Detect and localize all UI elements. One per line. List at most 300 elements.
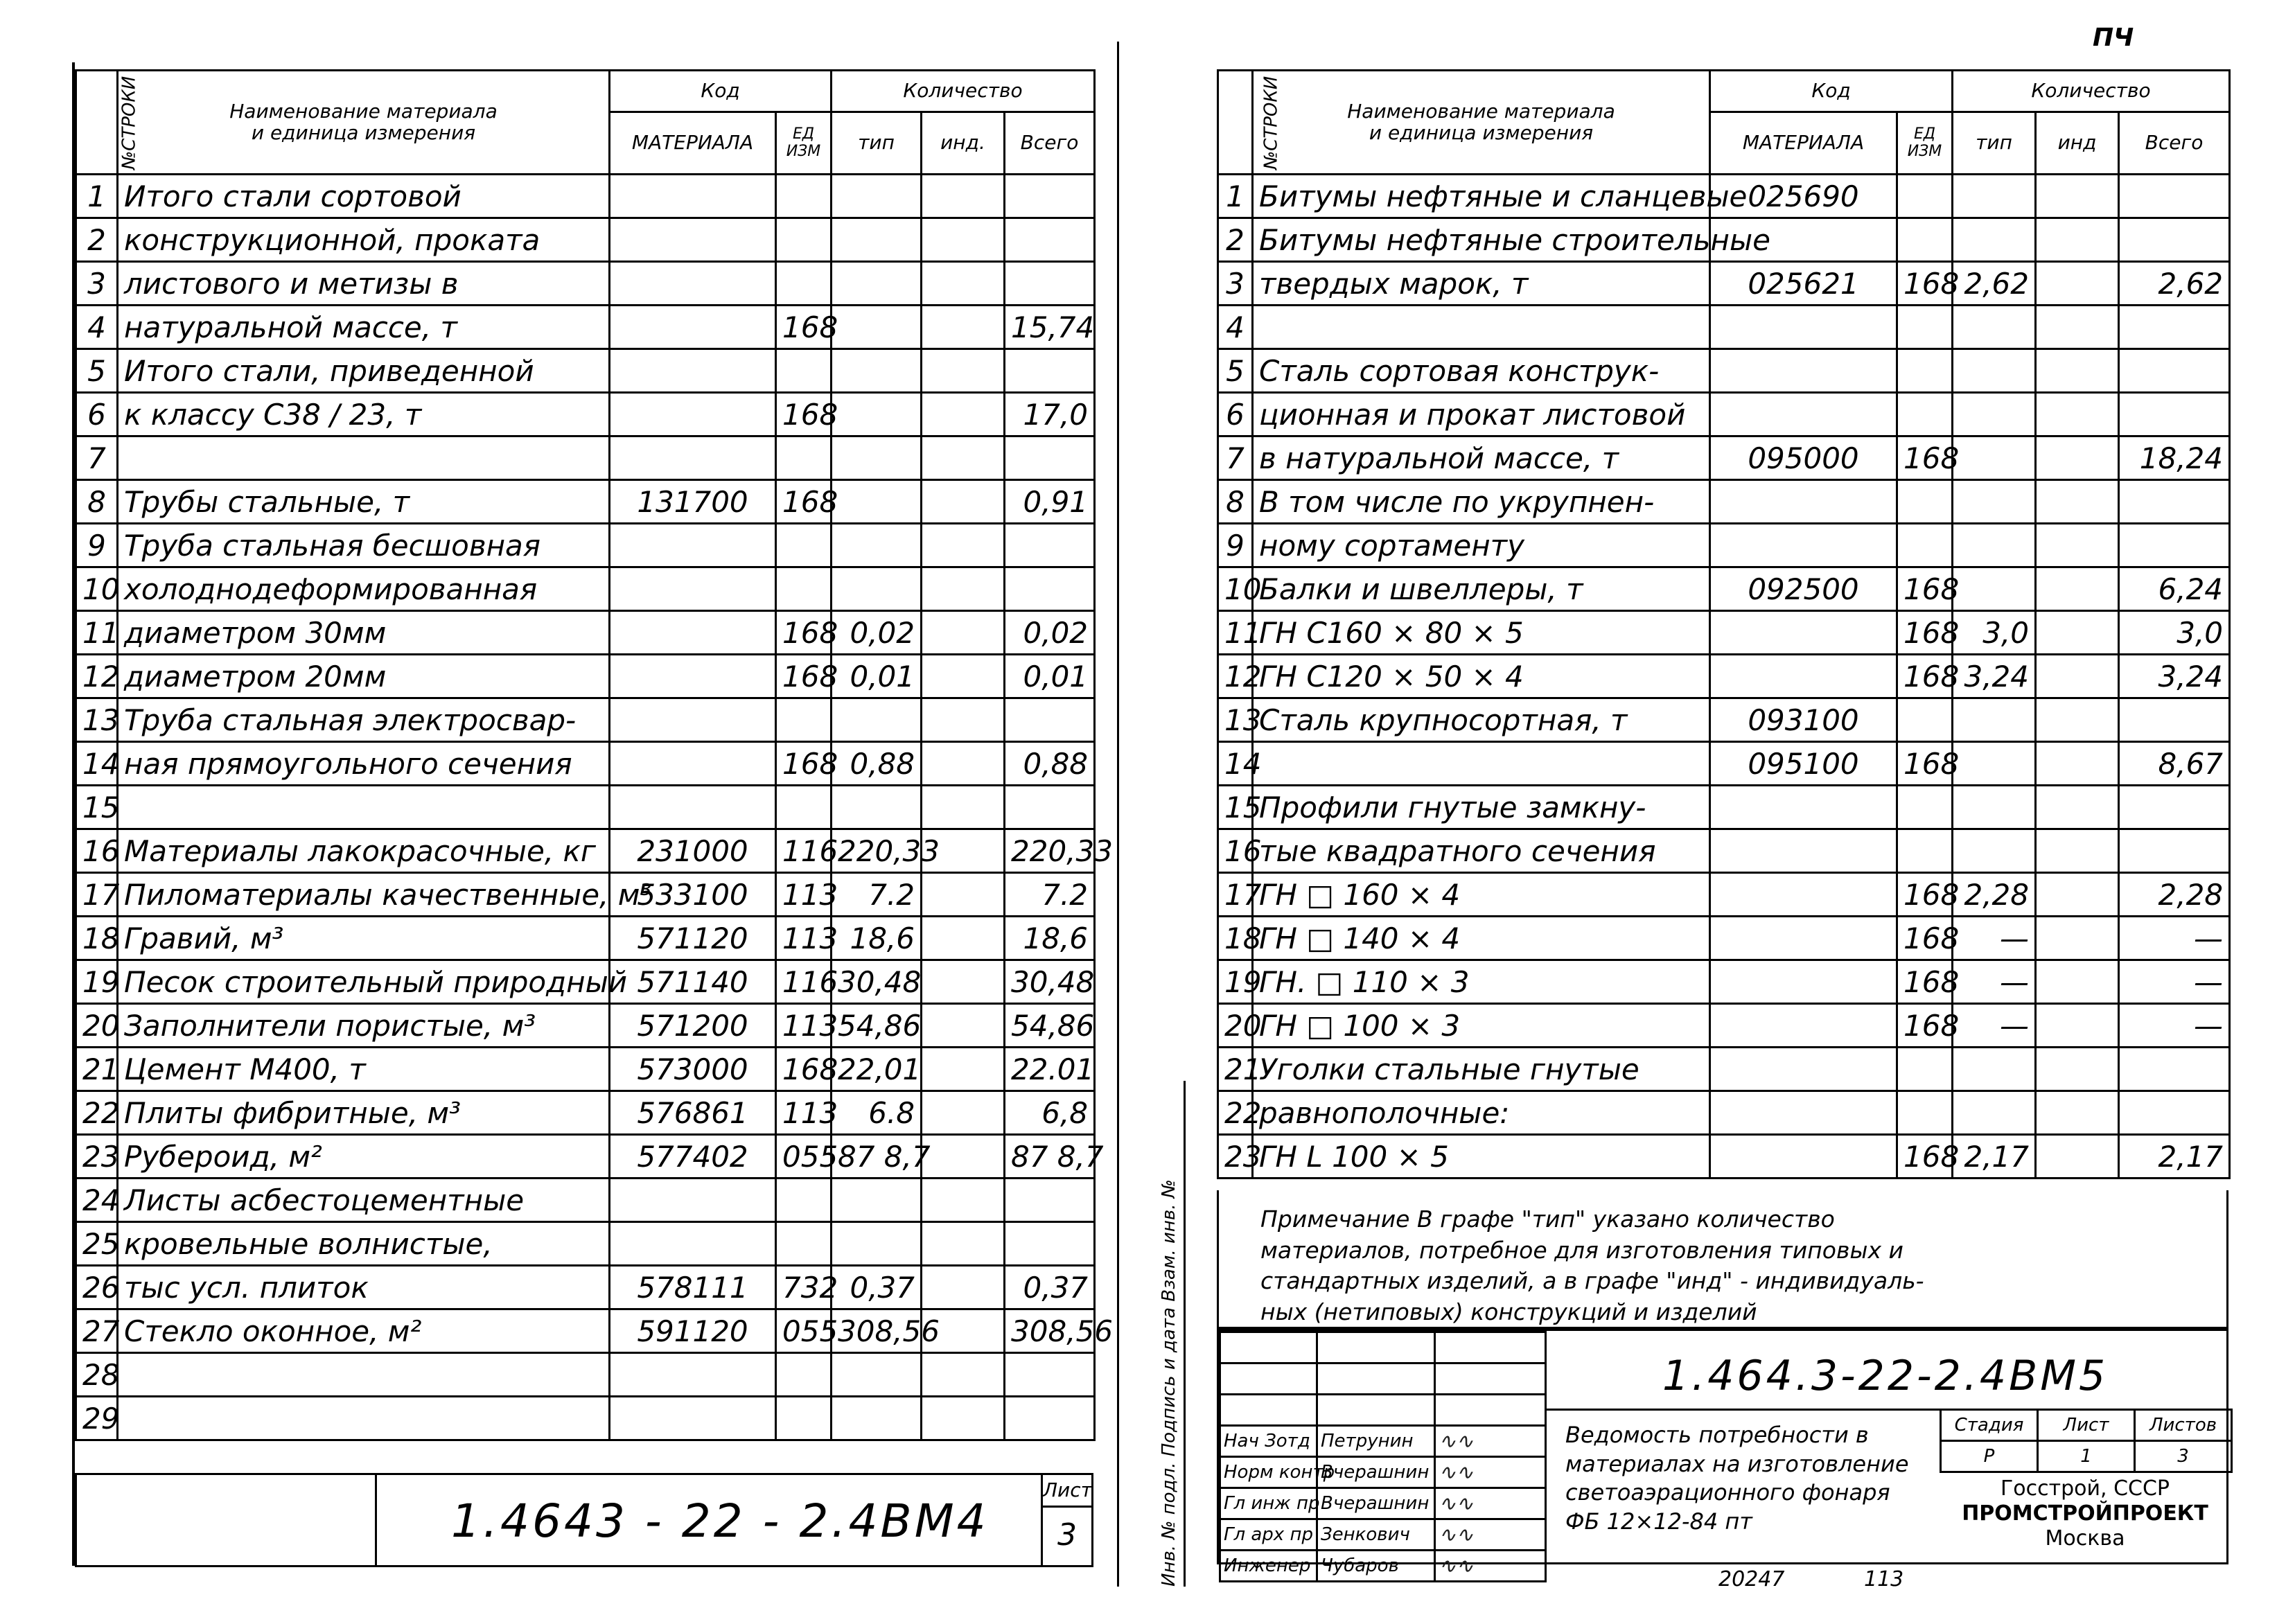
- table-row: [1218, 960, 2230, 1004]
- signer-role: Инженер: [1220, 1551, 1317, 1582]
- row-number: 22: [76, 1091, 118, 1135]
- unit-code: 168: [1897, 742, 1953, 786]
- material-code: [610, 786, 776, 829]
- material-name: ГН □ 100 × 3: [1253, 1004, 1710, 1048]
- table-row: [76, 349, 1095, 393]
- material-code: 025621: [1710, 262, 1897, 306]
- unit-code: 168: [776, 480, 832, 524]
- qty-ind: [2036, 873, 2119, 917]
- material-code: [1710, 655, 1897, 698]
- qty-type: [1953, 480, 2036, 524]
- right-header-code-unit: ЕД ИЗМ: [1897, 112, 1953, 175]
- qty-type: [832, 1397, 922, 1440]
- qty-type: [1953, 524, 2036, 567]
- qty-ind: [922, 960, 1005, 1004]
- qty-total: [2119, 393, 2230, 436]
- bottom-number-left: 20247: [1718, 1567, 1785, 1591]
- qty-type: [832, 1353, 922, 1397]
- qty-type: 308,56: [832, 1309, 922, 1353]
- unit-code: [1897, 786, 1953, 829]
- unit-code: 168: [776, 655, 832, 698]
- right-table-body: [1218, 175, 2230, 1179]
- table-row: [1218, 786, 2230, 829]
- left-doc-code: 1.4643 - 22 - 2.4ВМ4: [451, 1494, 989, 1548]
- material-name: Трубы стальные, т: [118, 480, 610, 524]
- qty-ind: [922, 1266, 1005, 1309]
- qty-total: [1005, 698, 1095, 742]
- material-name: тыс усл. плиток: [118, 1266, 610, 1309]
- material-name: натуральной массе, т: [118, 306, 610, 349]
- table-row: [76, 742, 1095, 786]
- signer-name: Вчерашнин: [1317, 1457, 1435, 1488]
- material-name: Итого стали, приведенной: [118, 349, 610, 393]
- unit-code: [1897, 698, 1953, 742]
- qty-total: [1005, 436, 1095, 480]
- header-qty-type: тип: [832, 112, 922, 175]
- signer-role: Норм контр: [1220, 1457, 1317, 1488]
- qty-ind: [2036, 393, 2119, 436]
- material-name: Труба стальная бесшовная: [118, 524, 610, 567]
- table-row: [1218, 611, 2230, 655]
- unit-code: [776, 524, 832, 567]
- qty-total: 15,74: [1005, 306, 1095, 349]
- material-name: в натуральной массе, т: [1253, 436, 1710, 480]
- material-code: [610, 742, 776, 786]
- row-number: 11: [76, 611, 118, 655]
- material-code: [610, 349, 776, 393]
- qty-ind: [922, 306, 1005, 349]
- qty-ind: [2036, 524, 2119, 567]
- table-row: [1218, 218, 2230, 262]
- qty-type: [1953, 742, 2036, 786]
- qty-total: 8,67: [2119, 742, 2230, 786]
- unit-code: [776, 1397, 832, 1440]
- row-number: 6: [76, 393, 118, 436]
- table-row: [1218, 349, 2230, 393]
- qty-type: 2,17: [1953, 1135, 2036, 1179]
- material-code: [610, 1353, 776, 1397]
- material-name: твердых марок, т: [1253, 262, 1710, 306]
- material-name: тые квадратного сечения: [1253, 829, 1710, 873]
- qty-ind: [2036, 1091, 2119, 1135]
- qty-type: [832, 306, 922, 349]
- qty-type: 0,01: [832, 655, 922, 698]
- qty-type: [832, 175, 922, 218]
- unit-code: 113: [776, 917, 832, 960]
- qty-type: [832, 262, 922, 306]
- qty-type: 220,33: [832, 829, 922, 873]
- qty-ind: [2036, 306, 2119, 349]
- qty-type: [1953, 218, 2036, 262]
- signature-scribble-icon: ∿∿: [1439, 1522, 1474, 1547]
- material-code: [610, 524, 776, 567]
- unit-code: 168: [1897, 262, 1953, 306]
- table-row: [1218, 742, 2230, 786]
- material-code: [610, 655, 776, 698]
- material-code: 231000: [610, 829, 776, 873]
- row-number: 5: [1218, 349, 1253, 393]
- qty-total: —: [2119, 960, 2230, 1004]
- unit-code: 113: [776, 1004, 832, 1048]
- qty-total: 2,17: [2119, 1135, 2230, 1179]
- header-qty-ind: инд.: [922, 112, 1005, 175]
- qty-type: [832, 480, 922, 524]
- row-number: 1: [1218, 175, 1253, 218]
- table-row: [1218, 917, 2230, 960]
- table-row: [76, 873, 1095, 917]
- bottom-number-right: 113: [1864, 1567, 1904, 1591]
- material-code: [610, 175, 776, 218]
- qty-type: [832, 698, 922, 742]
- qty-total: —: [2119, 917, 2230, 960]
- material-code: 571120: [610, 917, 776, 960]
- signature-scribble-icon: ∿∿: [1439, 1553, 1474, 1578]
- qty-total: [1005, 1222, 1095, 1266]
- unit-code: [1897, 829, 1953, 873]
- table-row: [76, 655, 1095, 698]
- qty-type: —: [1953, 917, 2036, 960]
- qty-total: [2119, 524, 2230, 567]
- qty-type: 0,37: [832, 1266, 922, 1309]
- material-code: 577402: [610, 1135, 776, 1179]
- material-name: Балки и швеллеры, т: [1253, 567, 1710, 611]
- qty-type: 0,88: [832, 742, 922, 786]
- row-number: 23: [1218, 1135, 1253, 1179]
- unit-code: [776, 262, 832, 306]
- material-name: Цемент М400, т: [118, 1048, 610, 1091]
- table-row: [76, 436, 1095, 480]
- stage-sheet-table: [1940, 1409, 2233, 1473]
- header-code-unit: ЕД ИЗМ: [776, 112, 832, 175]
- qty-type: [1953, 786, 2036, 829]
- qty-total: [2119, 480, 2230, 524]
- qty-ind: [922, 1048, 1005, 1091]
- material-code: [610, 218, 776, 262]
- qty-total: 0,88: [1005, 742, 1095, 786]
- table-row: [76, 1091, 1095, 1135]
- row-number: 21: [76, 1048, 118, 1091]
- qty-total: [2119, 306, 2230, 349]
- doc-description: Ведомость потребности в материалах на изготовление светоаэрационного фонаря ФБ 12×12-84 пт: [1565, 1422, 1909, 1535]
- qty-ind: [922, 698, 1005, 742]
- qty-ind: [922, 480, 1005, 524]
- qty-total: 3,24: [2119, 655, 2230, 698]
- qty-total: [2119, 1091, 2230, 1135]
- signature-scribble-icon: ∿∿: [1439, 1429, 1474, 1454]
- material-code: [1710, 873, 1897, 917]
- unit-code: 116: [776, 960, 832, 1004]
- unit-code: 168: [776, 393, 832, 436]
- table-row: [76, 1266, 1095, 1309]
- qty-type: 30,48: [832, 960, 922, 1004]
- qty-type: [832, 1222, 922, 1266]
- row-number: 2: [76, 218, 118, 262]
- qty-total: [1005, 567, 1095, 611]
- unit-code: 168: [1897, 655, 1953, 698]
- table-row: [76, 480, 1095, 524]
- right-header-qty-total: Всего: [2119, 112, 2230, 175]
- material-code: 092500: [1710, 567, 1897, 611]
- row-number: 2: [1218, 218, 1253, 262]
- right-header-code-material: МАТЕРИАЛА: [1710, 112, 1897, 175]
- table-row: [76, 262, 1095, 306]
- qty-type: 3,0: [1953, 611, 2036, 655]
- row-number: 10: [1218, 567, 1253, 611]
- qty-type: [1953, 1091, 2036, 1135]
- material-code: [1710, 349, 1897, 393]
- table-row: [76, 786, 1095, 829]
- unit-code: [1897, 1048, 1953, 1091]
- table-row: [1218, 1048, 2230, 1091]
- table-row: [76, 1048, 1095, 1091]
- qty-total: [1005, 262, 1095, 306]
- table-row: [76, 1309, 1095, 1353]
- row-number: 10: [76, 567, 118, 611]
- qty-total: [2119, 786, 2230, 829]
- row-number: 23: [76, 1135, 118, 1179]
- qty-ind: [922, 1222, 1005, 1266]
- qty-ind: [922, 917, 1005, 960]
- qty-ind: [2036, 480, 2119, 524]
- table-row: [76, 1397, 1095, 1440]
- row-number: 18: [76, 917, 118, 960]
- note-text: Примечание В графе "тип" указано количество материалов, потребное для изготовления типовых и стандартных изделий, а в графе "инд" - индивидуаль- ных (нетиповых) конструкций и изделий: [1260, 1206, 1924, 1325]
- qty-total: [2119, 829, 2230, 873]
- qty-ind: [922, 524, 1005, 567]
- qty-type: [832, 349, 922, 393]
- left-materials-table: [75, 69, 1113, 1441]
- unit-code: 168: [1897, 873, 1953, 917]
- unit-code: [776, 436, 832, 480]
- material-name: диаметром 30мм: [118, 611, 610, 655]
- qty-total: 2,62: [2119, 262, 2230, 306]
- header-quantity: Количество: [832, 71, 1095, 112]
- material-code: 533100: [610, 873, 776, 917]
- qty-ind: [2036, 218, 2119, 262]
- title-block-divider: [1545, 1331, 1547, 1566]
- unit-code: 168: [1897, 567, 1953, 611]
- row-number: 13: [1218, 698, 1253, 742]
- unit-code: [776, 1222, 832, 1266]
- material-code: 571200: [610, 1004, 776, 1048]
- corner-mark: ПЧ: [2093, 24, 2134, 52]
- unit-code: 113: [776, 873, 832, 917]
- signature-row: [1220, 1488, 1546, 1519]
- right-header-material-name: Наименование материала и единица измерения: [1253, 71, 1710, 175]
- qty-total: 87 8,7: [1005, 1135, 1095, 1179]
- qty-ind: [2036, 786, 2119, 829]
- unit-code: 168: [1897, 611, 1953, 655]
- material-name: листового и метизы в: [118, 262, 610, 306]
- unit-code: 113: [776, 1091, 832, 1135]
- qty-type: 2,62: [1953, 262, 2036, 306]
- unit-code: [1897, 393, 1953, 436]
- qty-ind: [2036, 960, 2119, 1004]
- table-row: [1218, 698, 2230, 742]
- material-code: [1710, 524, 1897, 567]
- row-number: 8: [76, 480, 118, 524]
- qty-ind: [2036, 1135, 2119, 1179]
- header-material-name: Наименование материала и единица измерения: [118, 71, 610, 175]
- unit-code: 168: [1897, 960, 1953, 1004]
- qty-total: 0,91: [1005, 480, 1095, 524]
- material-name: [118, 436, 610, 480]
- material-code: 095100: [1710, 742, 1897, 786]
- row-number: 16: [1218, 829, 1253, 873]
- material-code: [610, 698, 776, 742]
- qty-type: [1953, 567, 2036, 611]
- material-code: [1710, 786, 1897, 829]
- right-header-qty-type: тип: [1953, 112, 2036, 175]
- qty-total: 0,01: [1005, 655, 1095, 698]
- qty-total: 54,86: [1005, 1004, 1095, 1048]
- signer-name: Вчерашнин: [1317, 1488, 1435, 1519]
- right-doc-code: 1.464.3-22-2.4ВМ5: [1662, 1352, 2109, 1400]
- material-code: 095000: [1710, 436, 1897, 480]
- material-code: [610, 262, 776, 306]
- right-header-row-number: №СТРОКИ: [1218, 71, 1253, 175]
- material-name: [1253, 306, 1710, 349]
- signer-role: Нач Зотд: [1220, 1426, 1317, 1457]
- organization: [1953, 1476, 2217, 1551]
- material-name: Итого стали сортовой: [118, 175, 610, 218]
- unit-code: 116: [776, 829, 832, 873]
- row-number: 20: [1218, 1004, 1253, 1048]
- row-number: 18: [1218, 917, 1253, 960]
- signature-row: [1220, 1457, 1546, 1488]
- table-row: [76, 1353, 1095, 1397]
- material-name: ГН L 100 × 5: [1253, 1135, 1710, 1179]
- material-code: [1710, 306, 1897, 349]
- row-number: 1: [76, 175, 118, 218]
- signature-mark: [1435, 1457, 1546, 1488]
- signature-scribble-icon: ∿∿: [1439, 1460, 1474, 1485]
- material-name: к классу С38 / 23, т: [118, 393, 610, 436]
- qty-ind: [2036, 742, 2119, 786]
- side-stamp-line: [1184, 1081, 1186, 1587]
- sheet-label: Лист: [2038, 1410, 2135, 1441]
- material-name: Сталь сортовая конструк-: [1253, 349, 1710, 393]
- qty-ind: [922, 655, 1005, 698]
- qty-total: [1005, 175, 1095, 218]
- material-name: Труба стальная электросвар-: [118, 698, 610, 742]
- qty-ind: [922, 393, 1005, 436]
- material-name: Профили гнутые замкну-: [1253, 786, 1710, 829]
- material-code: [610, 1179, 776, 1222]
- unit-code: [776, 567, 832, 611]
- row-number: 11: [1218, 611, 1253, 655]
- note-box: [1217, 1190, 2228, 1329]
- material-name: Битумы нефтяные строительные: [1253, 218, 1710, 262]
- qty-ind: [922, 611, 1005, 655]
- qty-type: [1953, 393, 2036, 436]
- qty-type: —: [1953, 960, 2036, 1004]
- unit-code: 055: [776, 1309, 832, 1353]
- qty-total: [1005, 786, 1095, 829]
- table-row: [1218, 567, 2230, 611]
- signature-row: [1220, 1426, 1546, 1457]
- unit-code: [1897, 480, 1953, 524]
- qty-ind: [922, 1397, 1005, 1440]
- qty-total: 308,56: [1005, 1309, 1095, 1353]
- unit-code: [776, 1353, 832, 1397]
- left-sheet-label: Лист: [1043, 1475, 1091, 1508]
- qty-ind: [922, 1135, 1005, 1179]
- material-name: Гравий, м³: [118, 917, 610, 960]
- material-code: 025690: [1710, 175, 1897, 218]
- material-name: [118, 1397, 610, 1440]
- material-code: [610, 393, 776, 436]
- qty-type: 87 8,7: [832, 1135, 922, 1179]
- left-stamp: [75, 1473, 1093, 1567]
- row-number: 7: [76, 436, 118, 480]
- qty-type: [832, 393, 922, 436]
- qty-type: [832, 1179, 922, 1222]
- left-sheet: [0, 0, 1113, 1624]
- signer-name: Зенкович: [1317, 1519, 1435, 1551]
- qty-type: [832, 218, 922, 262]
- material-name: Заполнители пористые, м³: [118, 1004, 610, 1048]
- qty-ind: [2036, 262, 2119, 306]
- unit-code: 732: [776, 1266, 832, 1309]
- row-number: 21: [1218, 1048, 1253, 1091]
- qty-ind: [2036, 698, 2119, 742]
- qty-type: [832, 436, 922, 480]
- sheets-value: 3: [2135, 1441, 2232, 1472]
- row-number: 15: [1218, 786, 1253, 829]
- header-row-number: №СТРОКИ: [76, 71, 118, 175]
- signature-row: [1220, 1519, 1546, 1551]
- row-number: 16: [76, 829, 118, 873]
- material-code: [1710, 1048, 1897, 1091]
- header-code-material: МАТЕРИАЛА: [610, 112, 776, 175]
- row-number: 9: [1218, 524, 1253, 567]
- qty-total: 30,48: [1005, 960, 1095, 1004]
- material-name: [1253, 742, 1710, 786]
- material-code: [1710, 393, 1897, 436]
- table-row: [1218, 175, 2230, 218]
- material-code: [610, 1222, 776, 1266]
- stage-label: Стадия: [1941, 1410, 2038, 1441]
- material-code: [1710, 1091, 1897, 1135]
- qty-ind: [2036, 1004, 2119, 1048]
- unit-code: 168: [1897, 436, 1953, 480]
- qty-ind: [2036, 655, 2119, 698]
- signer-role: Гл инж пр: [1220, 1488, 1317, 1519]
- row-number: 12: [76, 655, 118, 698]
- qty-type: 7.2: [832, 873, 922, 917]
- left-sheet-number: 3: [1057, 1517, 1077, 1553]
- material-name: ГН. □ 110 × 3: [1253, 960, 1710, 1004]
- org-line-3: Москва: [2045, 1526, 2125, 1551]
- table-row: [1218, 480, 2230, 524]
- unit-code: [1897, 306, 1953, 349]
- material-code: 571140: [610, 960, 776, 1004]
- left-table-body: [76, 175, 1113, 1440]
- qty-total: 0,37: [1005, 1266, 1095, 1309]
- signature-mark: [1435, 1551, 1546, 1582]
- table-row: [1218, 262, 2230, 306]
- material-name: ГН □ 140 × 4: [1253, 917, 1710, 960]
- qty-type: [1953, 175, 2036, 218]
- right-header-quantity: Количество: [1953, 71, 2230, 112]
- table-row: [76, 1135, 1095, 1179]
- unit-code: [1897, 524, 1953, 567]
- row-number: 17: [1218, 873, 1253, 917]
- material-code: [610, 306, 776, 349]
- left-stamp-divider: [375, 1475, 377, 1565]
- material-name: Уголки стальные гнутые: [1253, 1048, 1710, 1091]
